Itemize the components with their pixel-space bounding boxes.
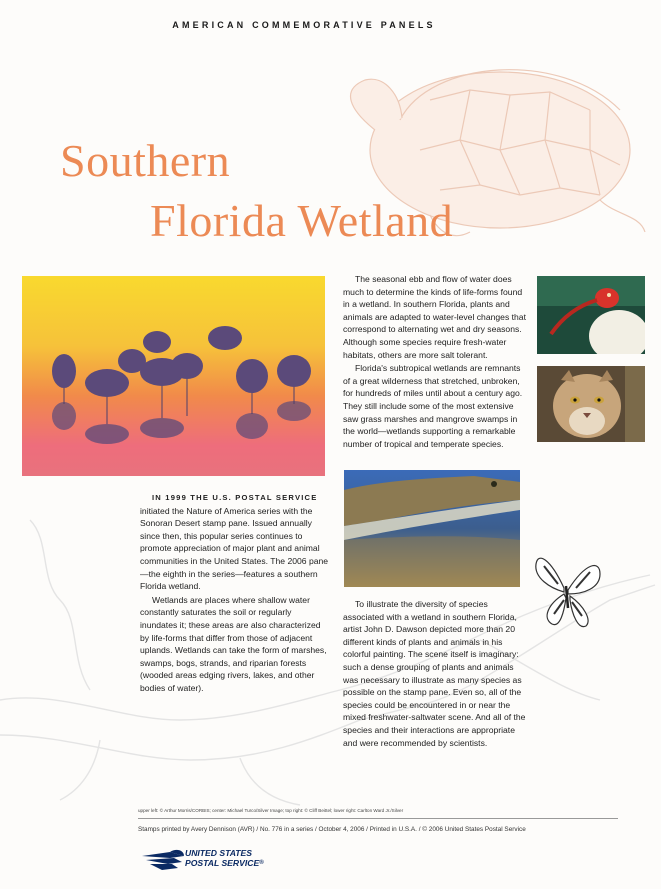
ibis-photo — [537, 276, 645, 354]
registered-mark: ® — [259, 860, 264, 866]
butterfly-illustration — [530, 548, 606, 630]
usps-wordmark — [185, 848, 264, 868]
photo-credits: upper left: © Arthur Morris/CORBIS; center: Michael Turco/Silver Image; top right: © Cliff Beittel; lower right: Carlton Ward Jr./Silver — [138, 808, 404, 813]
lead-caps: IN 1999 THE U.S. POSTAL SERVICE — [152, 493, 318, 502]
text-column-left — [140, 491, 330, 696]
text-column-right-bottom — [343, 598, 529, 750]
paragraph: To illustrate the diversity of species associated with a wetland in southern Florida, artist John D. Dawson depicted more than 20 different kinds of plants and animals in his colorful painting. The scene itself is imaginary: such a dense grouping of plants and animals was necessary to illustrate as many species as possible on the stamp pane. Even so, all of the species could be encountered in or near the mixed freshwater-saltwater scene. And all of the species and their interactions are appropriate and were recommended by scientists. — [343, 599, 526, 748]
printing-info: Stamps printed by Avery Dennison (AVR) / No. 776 in a series / October 4, 2006 / Printed in U.S.A. / © 2006 United States Postal Service — [138, 826, 526, 833]
paragraph: Florida's subtropical wetlands are remnants of a great wilderness that stretched, unbroken, for hundreds of miles until about a century ago. They still include some of the most extensive saw grass marshes and mangrove swamps in the world—wetlands supporting a remarkable number of tropical and temperate species. — [343, 363, 523, 449]
usps-line-2: POSTAL SERVICE® — [185, 858, 264, 868]
paragraph: The seasonal ebb and flow of water does much to determine the kinds of life-forms found in a wetland. In southern Florida, plants and animals are adapted to water-level changes that correspond to alternating wet and dry seasons. Although some species require fresh-water habitats, others are more salt tolerant. — [343, 274, 526, 360]
paragraph: Wetlands are places where shallow water constantly saturates the soil or regularly inundates it; these areas are also characterized by life-forms that differ from those of adjacent uplands. Wetlands can take the form of marshes, swamps, bogs, strands, and riparian forests (wooded areas edging rivers, lakes, and other bodies of water). — [140, 594, 327, 693]
page-title-line-2: Florida Wetland — [150, 195, 454, 246]
text-column-right-top — [343, 273, 529, 451]
usps-line-1: UNITED STATES — [185, 848, 252, 858]
footer-divider — [138, 818, 618, 819]
page-title-line-1: Southern — [60, 135, 231, 186]
paragraph — [140, 491, 330, 593]
lead-text: initiated the Nature of America series with the Sonoran Desert stamp pane. Issued annually since then, this popular series continues to promote appreciation of major plant and animal communities in the United States. The 2006 pane—the eighth in the series—features a southern Florida wetland. — [140, 505, 329, 592]
panther-photo — [537, 366, 645, 442]
series-header: AMERICAN COMMEMORATIVE PANELS — [172, 20, 436, 30]
spoonbills-photo — [22, 276, 325, 476]
crocodile-photo — [344, 470, 520, 587]
